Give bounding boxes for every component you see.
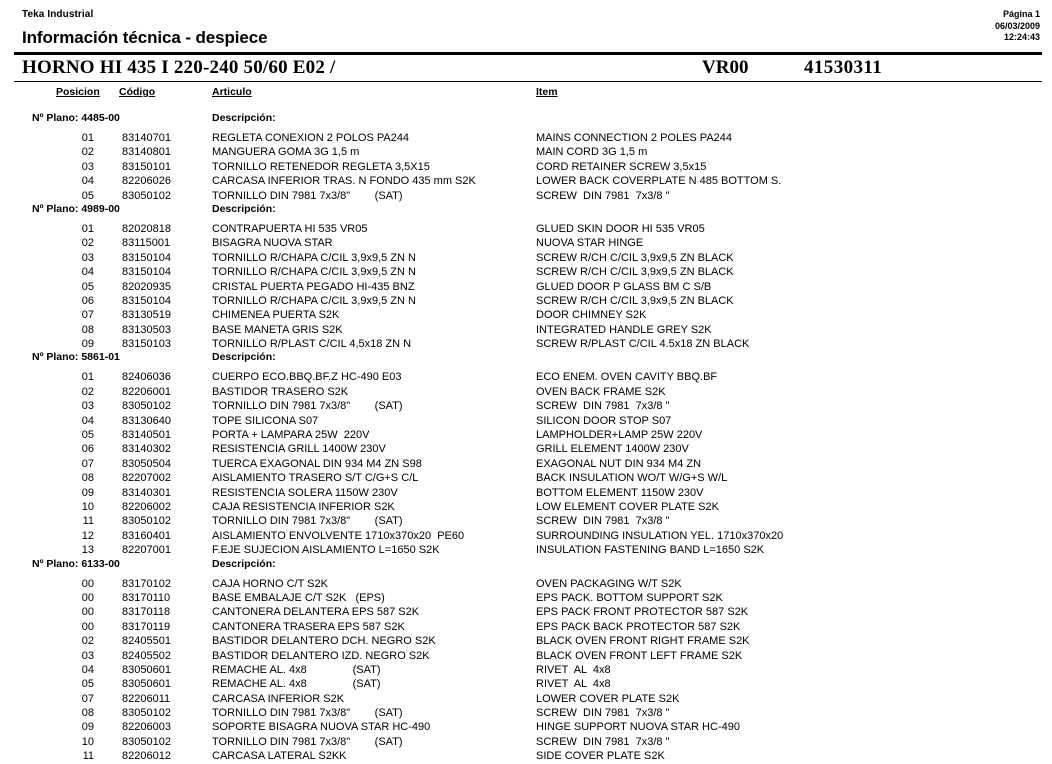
cell-item: EXAGONAL NUT DIN 934 M4 ZN (536, 457, 702, 470)
parts-block (14, 558, 1042, 764)
company-name: Teka Industrial (22, 9, 94, 20)
cell-codigo: 83150104 (122, 294, 171, 307)
cell-posicion: 07 (81, 692, 94, 705)
table-row (14, 720, 1042, 734)
cell-articulo: CUERPO ECO.BBQ.BF.Z HC-490 E03 (212, 371, 402, 384)
cell-codigo: 83150104 (122, 251, 171, 264)
table-row (14, 160, 1042, 174)
cell-articulo: MANGUERA GOMA 3G 1,5 m (212, 146, 360, 159)
header-meta (995, 9, 1040, 44)
cell-articulo: CAJA HORNO C/T S2K (212, 577, 328, 590)
table-row (14, 337, 1042, 351)
cell-codigo: 82207001 (122, 544, 171, 557)
cell-codigo: 83050102 (122, 735, 171, 748)
cell-item: RIVET AL 4x8 (536, 663, 611, 676)
cell-item: SCREW R/CH C/CIL 3,9x9,5 ZN BLACK (536, 266, 734, 279)
descripcion-label: Descripción: (212, 557, 276, 570)
cell-codigo: 82206001 (122, 385, 171, 398)
cell-item: CORD RETAINER SCREW 3,5x15 (536, 160, 707, 173)
cell-posicion: 09 (81, 721, 94, 734)
model-reference: 41530311 (804, 57, 883, 78)
cell-codigo: 83170119 (122, 620, 171, 633)
model-divider-bottom (14, 81, 1042, 82)
cell-item: MAINS CONNECTION 2 POLES PA244 (536, 132, 733, 144)
cell-articulo: BASTIDOR DELANTERO DCH. NEGRO S2K (212, 635, 436, 648)
cell-posicion: 04 (81, 175, 94, 188)
parts-rows (14, 129, 1042, 203)
plano-number: Nº Plano: 4485-00 (32, 112, 120, 124)
cell-codigo: 83115001 (122, 237, 171, 250)
cell-codigo: 82020935 (122, 280, 171, 293)
cell-posicion: 02 (81, 237, 94, 250)
cell-codigo: 83130640 (122, 414, 171, 427)
cell-posicion: 11 (82, 750, 94, 763)
parts-block (14, 112, 1042, 203)
cell-articulo: CONTRAPUERTA HI 535 VR05 (212, 222, 368, 235)
cell-articulo: REGLETA CONEXION 2 POLOS PA244 (212, 132, 410, 144)
table-row (14, 145, 1042, 159)
table-row (14, 236, 1042, 250)
table-row (14, 577, 1042, 591)
cell-articulo: CARCASA INFERIOR S2K (212, 692, 345, 705)
table-column-headers (14, 86, 1042, 104)
cell-codigo: 83050601 (122, 663, 171, 676)
cell-posicion: 08 (81, 323, 94, 336)
cell-item: SCREW DIN 7981 7x3/8 " (536, 189, 670, 202)
cell-codigo: 83160401 (122, 529, 171, 542)
cell-item: DOOR CHIMNEY S2K (536, 309, 647, 322)
column-header-codigo: Código (119, 86, 156, 98)
cell-item: BLACK OVEN FRONT LEFT FRAME S2K (536, 649, 743, 662)
cell-item: MAIN CORD 3G 1,5 m (536, 146, 648, 159)
table-row (14, 222, 1042, 236)
cell-codigo: 83130503 (122, 323, 171, 336)
cell-articulo: F.EJE SUJECION AISLAMIENTO L=1650 S2K (212, 544, 440, 557)
cell-codigo: 83170110 (122, 591, 171, 604)
table-row (14, 692, 1042, 706)
cell-posicion: 11 (82, 515, 94, 528)
cell-item: SIDE COVER PLATE S2K (536, 750, 665, 763)
parts-block (14, 351, 1042, 557)
cell-posicion: 00 (81, 620, 94, 633)
table-row (14, 735, 1042, 749)
cell-item: SURROUNDING INSULATION YEL. 1710x370x20 (536, 529, 784, 542)
table-row (14, 677, 1042, 691)
cell-posicion: 00 (81, 591, 94, 604)
cell-item: OVEN PACKAGING W/T S2K (536, 577, 682, 590)
table-row (14, 251, 1042, 265)
cell-posicion: 01 (81, 132, 94, 144)
cell-posicion: 10 (81, 735, 94, 748)
cell-codigo: 83140501 (122, 429, 171, 442)
cell-item: NUOVA STAR HINGE (536, 237, 644, 250)
cell-codigo: 83050102 (122, 400, 171, 413)
cell-posicion: 02 (81, 385, 94, 398)
table-row (14, 620, 1042, 634)
cell-posicion: 04 (81, 266, 94, 279)
table-row (14, 591, 1042, 605)
cell-codigo: 82206003 (122, 721, 171, 734)
cell-codigo: 82020818 (122, 222, 171, 235)
table-row (14, 385, 1042, 399)
table-row (14, 500, 1042, 514)
cell-posicion: 05 (81, 678, 94, 691)
table-row (14, 308, 1042, 322)
cell-item: INTEGRATED HANDLE GREY S2K (536, 323, 712, 336)
table-row (14, 399, 1042, 413)
cell-item: GRILL ELEMENT 1400W 230V (536, 443, 689, 456)
cell-item: LOW ELEMENT COVER PLATE S2K (536, 500, 719, 513)
cell-posicion: 06 (81, 294, 94, 307)
cell-articulo: BASE EMBALAJE C/T S2K (EPS) (212, 591, 385, 604)
table-row (14, 543, 1042, 557)
cell-item: SCREW DIN 7981 7x3/8 " (536, 735, 670, 748)
cell-codigo: 83140701 (122, 132, 171, 144)
cell-codigo: 83050102 (122, 707, 171, 720)
plano-number: Nº Plano: 5861-01 (32, 351, 120, 364)
table-row (14, 370, 1042, 384)
parts-list (14, 112, 1042, 764)
cell-posicion: 05 (81, 189, 94, 202)
cell-item: INSULATION FASTENING BAND L=1650 S2K (536, 544, 765, 557)
cell-articulo: CRISTAL PUERTA PEGADO HI-435 BNZ (212, 280, 415, 293)
cell-posicion: 13 (81, 544, 94, 557)
cell-articulo: TORNILLO R/CHAPA C/CIL 3,9x9,5 ZN N (212, 294, 416, 307)
cell-item: LAMPHOLDER+LAMP 25W 220V (536, 429, 703, 442)
table-row (14, 749, 1042, 763)
cell-codigo: 83050601 (122, 678, 171, 691)
page-number: Página 1 (1002, 9, 1040, 19)
cell-articulo: TORNILLO DIN 7981 7x3/8" (SAT) (212, 735, 403, 748)
cell-posicion: 04 (81, 663, 94, 676)
cell-codigo: 82206026 (122, 175, 171, 188)
cell-item: EPS PACK FRONT PROTECTOR 587 S2K (536, 606, 749, 619)
descripcion-label: Descripción: (212, 112, 276, 124)
cell-posicion: 00 (81, 606, 94, 619)
cell-articulo: RESISTENCIA GRILL 1400W 230V (212, 443, 386, 456)
cell-posicion: 09 (81, 486, 94, 499)
cell-codigo: 83150101 (122, 160, 171, 173)
descripcion-label: Descripción: (212, 351, 276, 364)
plano-number: Nº Plano: 4989-00 (32, 202, 120, 215)
cell-codigo: 83140301 (122, 486, 171, 499)
cell-posicion: 12 (81, 529, 94, 542)
cell-posicion: 00 (81, 577, 94, 590)
table-row (14, 471, 1042, 485)
cell-articulo: SOPORTE BISAGRA NUOVA STAR HC-490 (212, 721, 431, 734)
cell-item: SCREW R/CH C/CIL 3,9x9,5 ZN BLACK (536, 251, 734, 264)
parts-rows (14, 575, 1042, 764)
cell-articulo: CAJA RESISTENCIA INFERIOR S2K (212, 500, 395, 513)
cell-articulo: TORNILLO DIN 7981 7x3/8" (SAT) (212, 515, 403, 528)
cell-codigo: 82206002 (122, 500, 171, 513)
table-row (14, 265, 1042, 279)
column-header-posicion: Posicion (56, 86, 100, 98)
cell-item: BOTTOM ELEMENT 1150W 230V (536, 486, 704, 499)
cell-articulo: AISLAMIENTO ENVOLVENTE 1710x370x20 PE60 (212, 529, 465, 542)
cell-posicion: 06 (81, 443, 94, 456)
cell-item: LOWER BACK COVERPLATE N 485 BOTTOM S. (536, 175, 782, 188)
table-row (14, 131, 1042, 145)
cell-posicion: 03 (81, 251, 94, 264)
cell-posicion: 07 (81, 309, 94, 322)
cell-articulo: TOPE SILICONA S07 (212, 414, 319, 427)
cell-item: HINGE SUPPORT NUOVA STAR HC-490 (536, 721, 740, 734)
cell-codigo: 83140801 (122, 146, 171, 159)
cell-posicion: 05 (81, 280, 94, 293)
cell-articulo: BISAGRA NUOVA STAR (212, 237, 333, 250)
cell-articulo: CARCASA INFERIOR TRAS. N FONDO 435 mm S2K (212, 175, 476, 188)
cell-codigo: 83150103 (122, 338, 171, 351)
parts-block-header (14, 112, 1042, 129)
cell-posicion: 08 (81, 472, 94, 485)
page-title: Información técnica - despiece (22, 28, 268, 47)
table-row (14, 189, 1042, 203)
cell-item: SCREW R/CH C/CIL 3,9x9,5 ZN BLACK (536, 294, 734, 307)
cell-codigo: 82405501 (122, 635, 171, 648)
cell-item: BLACK OVEN FRONT RIGHT FRAME S2K (536, 635, 750, 648)
cell-posicion: 02 (81, 635, 94, 648)
cell-codigo: 83140302 (122, 443, 171, 456)
table-row (14, 414, 1042, 428)
parts-block-header (14, 203, 1042, 220)
model-name: HORNO HI 435 I 220-240 50/60 E02 / (22, 57, 336, 78)
cell-item: ECO ENEM. OVEN CAVITY BBQ.BF (536, 371, 718, 384)
cell-articulo: AISLAMIENTO TRASERO S/T C/G+S C/L (212, 472, 419, 485)
cell-item: SCREW DIN 7981 7x3/8 " (536, 515, 670, 528)
table-row (14, 442, 1042, 456)
table-row (14, 706, 1042, 720)
cell-articulo: TORNILLO R/CHAPA C/CIL 3,9x9,5 ZN N (212, 251, 416, 264)
cell-articulo: BASTIDOR TRASERO S2K (212, 385, 349, 398)
cell-item: EPS PACK. BOTTOM SUPPORT S2K (536, 591, 723, 604)
parts-block-header (14, 558, 1042, 575)
cell-codigo: 83150104 (122, 266, 171, 279)
table-row (14, 280, 1042, 294)
parts-block (14, 203, 1042, 352)
cell-codigo: 83170102 (122, 577, 171, 590)
cell-item: RIVET AL 4x8 (536, 678, 611, 691)
column-header-item: Item (536, 86, 558, 98)
cell-articulo: CANTONERA DELANTERA EPS 587 S2K (212, 606, 420, 619)
cell-codigo: 83170118 (122, 606, 171, 619)
cell-articulo: REMACHE AL. 4x8 (SAT) (212, 678, 381, 691)
cell-articulo: BASE MANETA GRIS S2K (212, 323, 343, 336)
print-date: 06/03/2009 (994, 20, 1040, 31)
cell-articulo: CHIMENEA PUERTA S2K (212, 309, 340, 322)
cell-articulo: TORNILLO DIN 7981 7x3/8" (SAT) (212, 189, 403, 202)
cell-item: SILICON DOOR STOP S07 (536, 414, 672, 427)
model-version: VR00 (702, 57, 749, 78)
table-row (14, 428, 1042, 442)
cell-posicion: 01 (81, 371, 94, 384)
cell-codigo: 83050102 (122, 189, 171, 202)
cell-articulo: TORNILLO DIN 7981 7x3/8" (SAT) (212, 400, 403, 413)
cell-item: OVEN BACK FRAME S2K (536, 385, 666, 398)
cell-articulo: PORTA + LAMPARA 25W 220V (212, 429, 370, 442)
table-row (14, 457, 1042, 471)
cell-item: GLUED SKIN DOOR HI 535 VR05 (536, 222, 705, 235)
cell-codigo: 83050102 (122, 515, 171, 528)
cell-posicion: 03 (81, 400, 94, 413)
model-banner (14, 55, 1042, 81)
cell-item: SCREW DIN 7981 7x3/8 " (536, 400, 670, 413)
cell-item: GLUED DOOR P GLASS BM C S/B (536, 280, 712, 293)
cell-posicion: 05 (81, 429, 94, 442)
cell-articulo: RESISTENCIA SOLERA 1150W 230V (212, 486, 398, 499)
table-row (14, 663, 1042, 677)
plano-number: Nº Plano: 6133-00 (32, 557, 120, 570)
cell-codigo: 82405502 (122, 649, 171, 662)
cell-posicion: 02 (81, 146, 94, 159)
descripcion-label: Descripción: (212, 202, 276, 215)
cell-codigo: 82406036 (122, 371, 171, 384)
cell-codigo: 82206012 (122, 750, 171, 763)
cell-posicion: 01 (81, 222, 94, 235)
table-row (14, 529, 1042, 543)
cell-posicion: 10 (81, 500, 94, 513)
table-row (14, 514, 1042, 528)
table-row (14, 323, 1042, 337)
cell-articulo: BASTIDOR DELANTERO IZD. NEGRO S2K (212, 649, 430, 662)
document-header (0, 0, 1052, 52)
cell-item: BACK INSULATION WO/T W/G+S W/L (536, 472, 728, 485)
cell-articulo: TORNILLO DIN 7981 7x3/8" (SAT) (212, 707, 403, 720)
table-row (14, 174, 1042, 188)
table-row (14, 486, 1042, 500)
cell-articulo: CARCASA LATERAL S2KK (212, 750, 347, 763)
cell-posicion: 03 (81, 160, 94, 173)
cell-posicion: 07 (81, 457, 94, 470)
cell-posicion: 09 (81, 338, 94, 351)
cell-codigo: 83050504 (122, 457, 171, 470)
cell-item: LOWER COVER PLATE S2K (536, 692, 680, 705)
cell-item: SCREW DIN 7981 7x3/8 " (536, 707, 670, 720)
cell-articulo: REMACHE AL. 4x8 (SAT) (212, 663, 381, 676)
cell-posicion: 04 (81, 414, 94, 427)
cell-codigo: 82207002 (122, 472, 171, 485)
parts-block-header (14, 351, 1042, 368)
cell-articulo: TORNILLO R/CHAPA C/CIL 3,9x9,5 ZN N (212, 266, 416, 279)
table-row (14, 649, 1042, 663)
cell-item: SCREW R/PLAST C/CIL 4.5x18 ZN BLACK (536, 338, 750, 351)
table-row (14, 605, 1042, 619)
cell-codigo: 83130519 (122, 309, 171, 322)
cell-posicion: 03 (81, 649, 94, 662)
cell-posicion: 08 (81, 707, 94, 720)
table-row (14, 294, 1042, 308)
cell-articulo: TORNILLO R/PLAST C/CIL 4,5x18 ZN N (212, 338, 412, 351)
cell-codigo: 82206011 (122, 692, 171, 705)
cell-articulo: TORNILLO RETENEDOR REGLETA 3,5X15 (212, 160, 430, 173)
parts-rows (14, 368, 1042, 557)
cell-articulo: CANTONERA TRASERA EPS 587 S2K (212, 620, 405, 633)
print-time: 12:24:43 (1003, 32, 1040, 42)
cell-articulo: TUERCA EXAGONAL DIN 934 M4 ZN S98 (212, 457, 422, 470)
cell-item: EPS PACK BACK PROTECTOR 587 S2K (536, 620, 741, 633)
column-header-articulo: Articulo (212, 86, 252, 98)
parts-rows (14, 220, 1042, 352)
table-row (14, 634, 1042, 648)
